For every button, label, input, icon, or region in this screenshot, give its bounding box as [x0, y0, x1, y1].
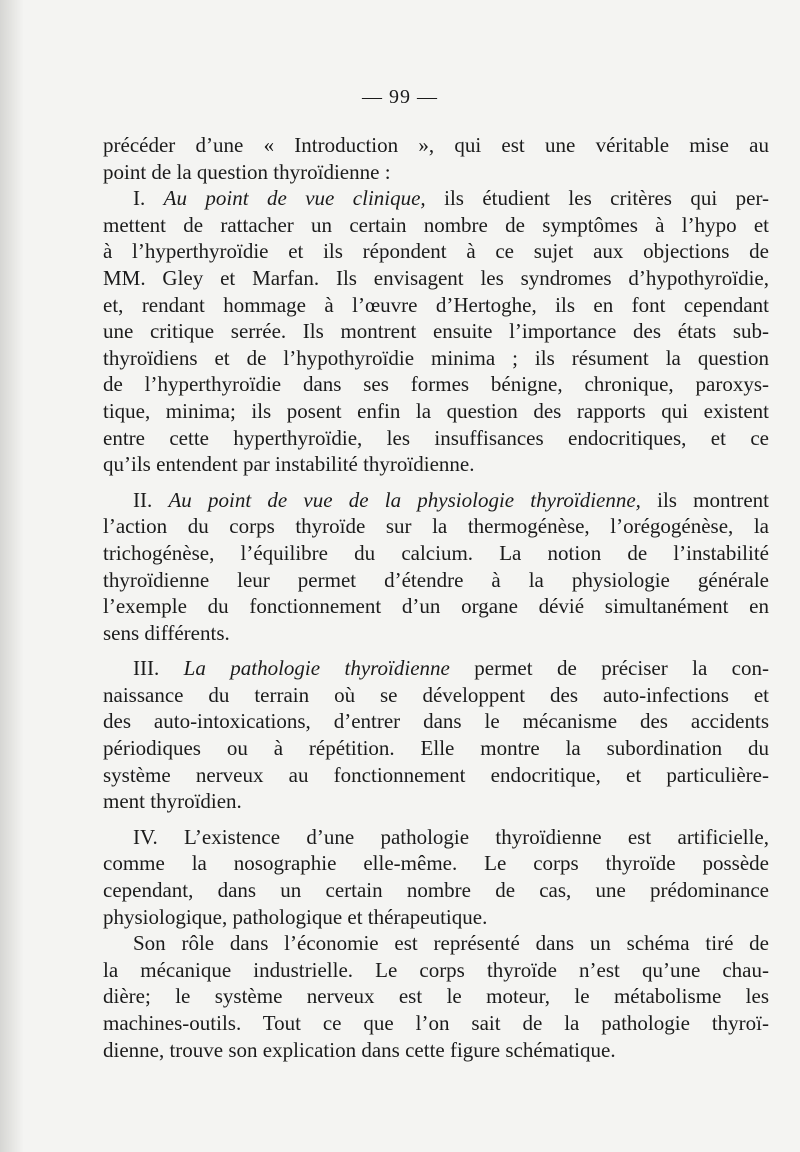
section-3-numeral: III.	[133, 656, 160, 681]
text-line: des auto-intoxications, d’entrer dans le mécanisme des accidents	[103, 709, 769, 734]
text-line: point de la question thyroïdienne :	[103, 159, 391, 184]
text-line: machines-outils. Tout ce que l’on sait de la pathologie thyroï-	[103, 1011, 769, 1035]
text-line: dière; le système nerveux est le moteur, le métabolisme les	[103, 984, 769, 1009]
section-1-first-line	[103, 185, 769, 212]
section-2-numeral: II.	[133, 487, 153, 512]
text-line: MM. Gley et Marfan. Ils envisagent les syndromes d’hypothyroïdie,	[103, 265, 769, 290]
text-line: de l’hyperthyroïdie dans ses formes bénigne, chronique, paroxys-	[103, 372, 769, 397]
section-2-first-line	[103, 487, 769, 514]
text-line: ment thyroïdien.	[103, 789, 242, 814]
text-line: périodiques ou à répétition. Elle montre la subordination du	[103, 736, 769, 761]
page-number: — 99 —	[362, 86, 438, 108]
text-line: thyroïdienne leur permet d’étendre à la physiologie générale	[103, 567, 769, 592]
text-line: trichogénèse, l’équilibre du calcium. La notion de l’instabilité	[103, 540, 769, 565]
text-line: cependant, dans un certain nombre de cas, une prédominance	[103, 878, 769, 903]
section-3-heading: La pathologie thyroïdienne	[183, 656, 450, 681]
section-2-first-line-rest: ils montrent	[657, 487, 769, 512]
text-line: l’action du corps thyroïde sur la thermogénèse, l’orégogénèse, la	[103, 514, 769, 539]
text-line: physiologique, pathologique et thérapeutique.	[103, 904, 488, 929]
section-3-first-line	[103, 655, 769, 682]
text-line: l’exemple du fonctionnement d’un organe dévié simultanément en	[103, 594, 769, 619]
text-line: mettent de rattacher un certain nombre de symptômes à l’hypo et	[103, 212, 769, 237]
section-1-heading: Au point de vue clinique,	[163, 186, 426, 211]
section-1-first-line-rest: ils étudient les critères qui per-	[444, 186, 770, 211]
text-line: dienne, trouve son explication dans cette figure schématique.	[103, 1037, 616, 1062]
body-text	[103, 132, 769, 1063]
section-4-first-line: IV. L’existence d’une pathologie thyroïdienne est artificielle,	[133, 824, 769, 849]
text-line: une critique serrée. Ils montrent ensuite l’importance des états sub-	[103, 319, 769, 344]
text-line: naissance du terrain où se développent des auto-infections et	[103, 682, 769, 707]
text-line: la mécanique industrielle. Le corps thyroïde n’est qu’une chau-	[103, 957, 769, 982]
text-line: sens différents.	[103, 620, 230, 645]
text-line: système nerveux au fonctionnement endocritique, et particulière-	[103, 762, 769, 787]
text-line: et, rendant hommage à l’œuvre d’Hertoghe, ils en font cependant	[103, 292, 769, 317]
section-1-numeral: I.	[133, 186, 146, 211]
section-3-first-line-rest: permet de préciser la con-	[474, 656, 769, 681]
text-line: précéder d’une « Introduction », qui est une véritable mise au	[103, 133, 769, 157]
text-line: comme la nosographie elle-même. Le corps thyroïde possède	[103, 851, 769, 876]
text-line: entre cette hyperthyroïdie, les insuffisances endocritiques, et ce	[103, 425, 769, 450]
text-line: tique, minima; ils posent enfin la question des rapports qui existent	[103, 398, 769, 423]
text-line: qu’ils entendent par instabilité thyroïdienne.	[103, 452, 475, 477]
closing-first-line: Son rôle dans l’économie est représenté dans un schéma tiré de	[133, 931, 769, 956]
text-line: thyroïdiens et de l’hypothyroïdie minima ; ils résument la question	[103, 345, 769, 370]
text-line: à l’hyperthyroïdie et ils répondent à ce sujet aux objections de	[103, 239, 769, 264]
section-2-heading: Au point de vue de la physiologie thyroïdienne,	[168, 487, 641, 512]
